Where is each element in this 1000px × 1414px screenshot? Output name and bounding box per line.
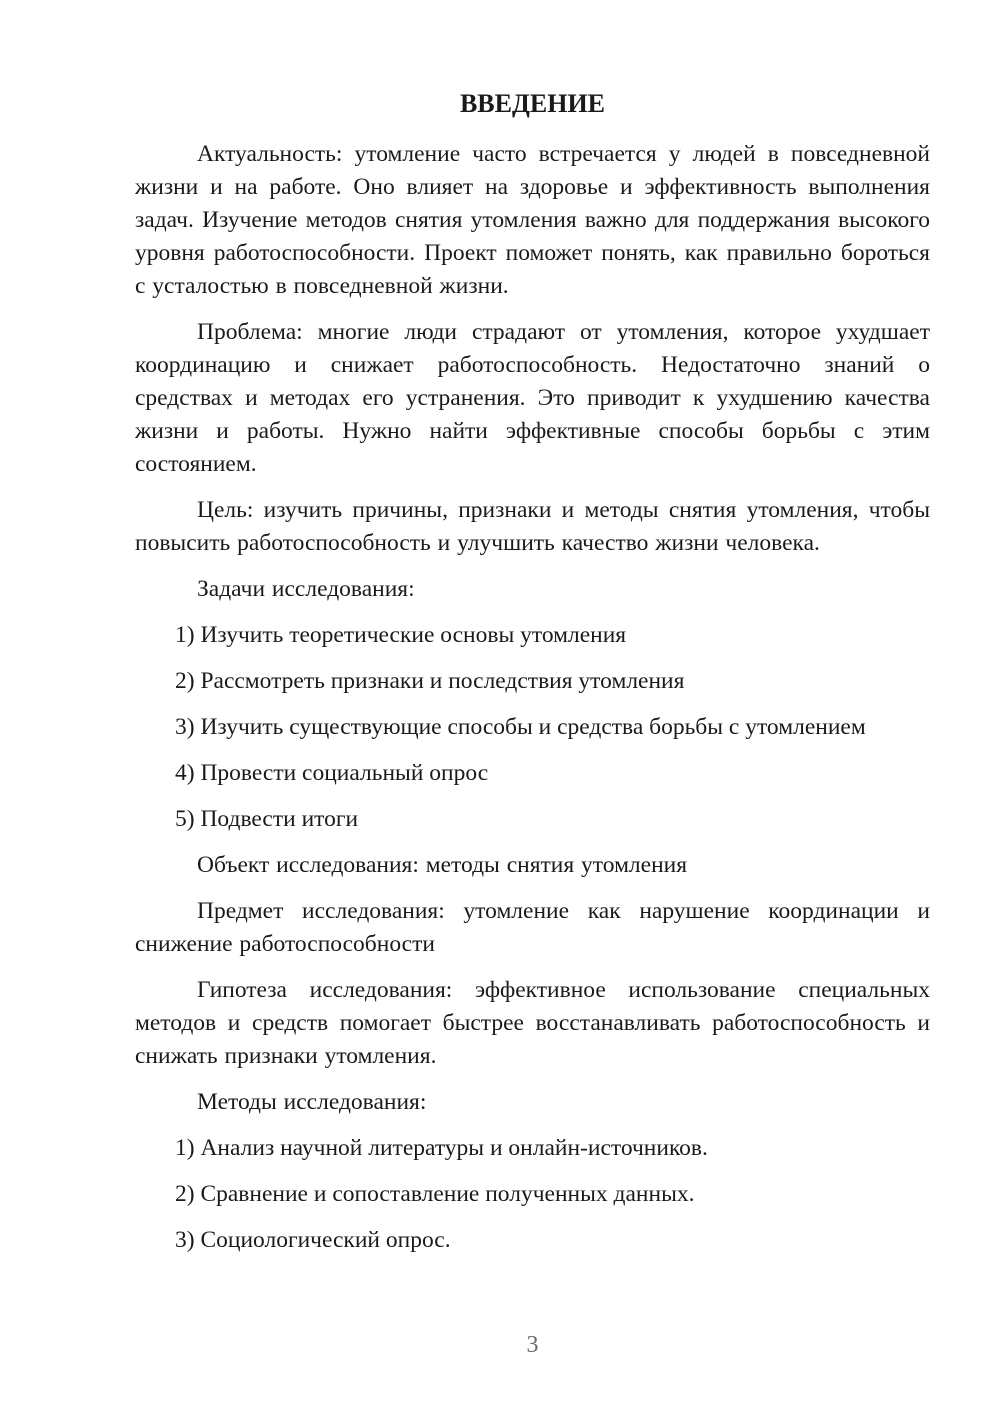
paragraph-subject: Предмет исследования: утомление как нарушение координации и снижение работоспособности	[135, 898, 930, 957]
paragraph-relevance: Актуальность: утомление часто встречается у людей в повседневной жизни и на работе. Оно влияет на здоровье и эффективность выполнения задач. Изучение методов снятия утомления важно для поддержания высокого уровня работоспособности. Проект поможет понять, как правильно бороться с усталостью в повседневной жизни.	[135, 141, 930, 299]
task-list-item-4: 4) Провести социальный опрос	[175, 760, 489, 786]
method-list-item-2: 2) Сравнение и сопоставление полученных данных.	[175, 1181, 695, 1207]
paragraph-tasks-heading: Задачи исследования:	[197, 576, 415, 602]
page-number: 3	[526, 1332, 539, 1358]
method-list-item-1: 1) Анализ научной литературы и онлайн-источников.	[175, 1135, 708, 1161]
paragraph-problem: Проблема: многие люди страдают от утомления, которое ухудшает координацию и снижает работоспособность. Недостаточно знаний о средствах и методах его устранения. Это приводит к ухудшению качества жизни и работы. Нужно найти эффективные способы борьбы с этим состоянием.	[135, 319, 930, 477]
task-list-item-3: 3) Изучить существующие способы и средства борьбы с утомлением	[175, 714, 866, 740]
paragraph-goal: Цель: изучить причины, признаки и методы снятия утомления, чтобы повысить работоспособность и улучшить качество жизни человека.	[135, 497, 930, 556]
paragraph-object: Объект исследования: методы снятия утомления	[197, 852, 688, 878]
task-list-item-1: 1) Изучить теоретические основы утомления	[175, 622, 627, 648]
method-list-item-3: 3) Социологический опрос.	[175, 1227, 451, 1253]
paragraph-hypothesis: Гипотеза исследования: эффективное использование специальных методов и средств помогает быстрее восстанавливать работоспособность и снижать признаки утомления.	[135, 977, 930, 1069]
paragraph-methods-heading: Методы исследования:	[197, 1089, 427, 1115]
task-list-item-5: 5) Подвести итоги	[175, 806, 359, 832]
page-title: ВВЕДЕНИЕ	[459, 89, 606, 118]
task-list-item-2: 2) Рассмотреть признаки и последствия утомления	[175, 668, 685, 694]
